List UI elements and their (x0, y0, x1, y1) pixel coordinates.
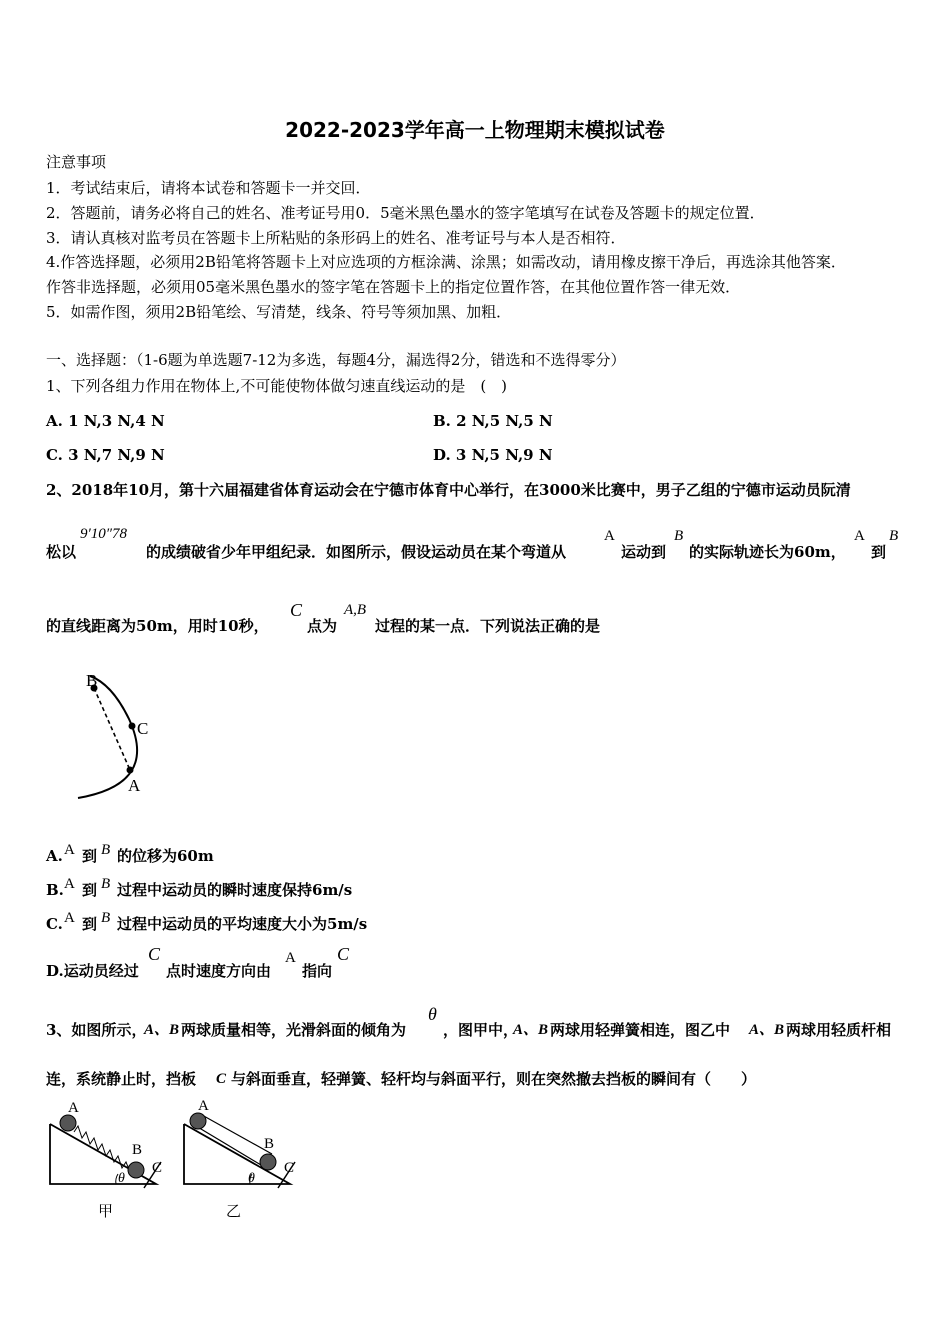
q1-option-c: C. 3 N,7 N,9 N (46, 446, 165, 464)
q3-figure-jia (46, 1096, 166, 1222)
q2-line-2e: 到 (871, 543, 887, 561)
q2-line-2b: 的成绩破省少年甲组纪录．如图所示，假设运动员在某个弯道从 (146, 543, 567, 561)
yi-label-b: B (264, 1136, 275, 1152)
q3-ab-1: A、B (144, 1022, 180, 1038)
notice-item-1: 1．考试结束后，请将本试卷和答题卡一并交回． (46, 179, 371, 197)
q2-point-a-2: A (854, 528, 865, 544)
q2-curve-figure (44, 664, 164, 804)
q3-line-1b: 两球质量相等，光滑斜面的倾角为 (181, 1021, 407, 1039)
q2-option-b-to: 到 (82, 881, 98, 899)
q2-line-2a: 松以 (46, 543, 77, 561)
fig-label-a: A (128, 776, 141, 795)
q3-line-1c: ，图甲中， (443, 1021, 519, 1039)
q2-line-2d: 的实际轨迹长为60m， (689, 543, 846, 561)
q2-option-a-B: B (101, 842, 111, 858)
yi-label-theta: θ (248, 1171, 255, 1186)
yi-label-c: C (284, 1160, 295, 1176)
notice-item-3: 3．请认真核对监考员在答题卡上所粘贴的条形码上的姓名、准考证号与本人是否相符． (46, 229, 626, 247)
notice-heading: 注意事项 (46, 153, 107, 171)
q3-line-1e: 两球用轻质杆相 (786, 1021, 892, 1039)
q1-option-a: A. 1 N,3 N,4 N (46, 412, 165, 430)
jia-label-b: B (132, 1142, 143, 1158)
jia-label-theta: θ (118, 1171, 125, 1186)
point-a-dot (127, 767, 134, 774)
q2-option-b-prefix: B. (46, 881, 64, 899)
point-c-dot (129, 723, 136, 730)
fig-label-c: C (137, 719, 149, 738)
ball-a-jia (60, 1115, 76, 1131)
q2-option-d-C: C (148, 944, 161, 964)
fig-label-b: B (86, 671, 98, 690)
caption-jia: 甲 (98, 1204, 114, 1220)
notice-item-5: 5．如需作图，须用2B铅笔绘、写清楚，线条、符号等须加黑、加粗． (46, 303, 512, 321)
q2-line-3c: 过程的某一点．下列说法正确的是 (375, 617, 601, 635)
q1-option-d: D. 3 N,5 N,9 N (433, 446, 553, 464)
q2-option-a-prefix: A. (46, 847, 63, 865)
notice-item-4-cont: 作答非选择题，必须用05毫米黑色墨水的签字笔在答题卡上的指定位置作答，在其他位置作答一律无效． (46, 278, 741, 296)
page-title: 2022-2023学年高一上物理期末模拟试卷 (285, 118, 665, 142)
q3-ab-3: A、B (749, 1022, 785, 1038)
q3-ab-2: A、B (513, 1022, 549, 1038)
q2-option-d-C2: C (337, 944, 350, 964)
rod-bottom (196, 1126, 266, 1168)
q2-option-d-mid: 点时速度方向由 (166, 962, 272, 980)
q3-line-1a: 3、如图所示， (46, 1021, 147, 1039)
q2-option-a-text: 的位移为60m (117, 847, 214, 865)
chord-line (94, 688, 130, 770)
q2-points-ab: A,B (344, 602, 367, 618)
q1-stem: 1、下列各组力作用在物体上,不可能使物体做匀速直线运动的是 ( ) (46, 377, 508, 395)
q2-option-d-prefix: D.运动员经过 (46, 962, 139, 980)
q2-option-b-text: 过程中运动员的瞬时速度保持6m/s (117, 881, 353, 899)
q3-line-2b: 与斜面垂直，轻弹簧、轻杆均与斜面平行，则在突然撤去挡板的瞬间有（ ） (231, 1070, 757, 1088)
q1-option-b: B. 2 N,5 N,5 N (433, 412, 553, 430)
jia-label-c: C (152, 1160, 163, 1176)
q3-plate-c: C (216, 1071, 227, 1087)
q2-option-c-text: 过程中运动员的平均速度大小为5m/s (117, 915, 368, 933)
q2-option-c-B: B (101, 910, 111, 926)
yi-label-a: A (198, 1098, 209, 1114)
q2-option-c-to: 到 (82, 915, 98, 933)
q2-option-c-A: A (64, 910, 75, 926)
q2-line-2c: 运动到 (621, 543, 667, 561)
section-heading: 一、选择题：（1-6题为单选题7-12为多选，每题4分，漏选得2分，错选和不选得零分） (46, 351, 626, 369)
q2-point-c: C (290, 600, 303, 620)
q2-line-1: 2、2018年10月，第十六届福建省体育运动会在宁德市体育中心举行，在3000米比赛中，男子乙组的宁德市运动员阮清 (46, 481, 851, 499)
notice-item-2: 2．答题前，请务必将自己的姓名、准考证号用0．5毫米黑色墨水的签字笔填写在试卷及答题卡的规定位置． (46, 204, 765, 222)
ball-b-yi (260, 1154, 276, 1170)
q2-time: 9′10″78 (80, 526, 128, 542)
ball-a-yi (190, 1113, 206, 1129)
q2-point-a: A (604, 528, 615, 544)
notice-item-4: 4.作答选择题，必须用2B铅笔将答题卡上对应选项的方框涂满、涂黑；如需改动，请用橡皮擦干净后，再选涂其他答案． (46, 253, 846, 271)
q3-line-1d: 两球用轻弹簧相连，图乙中 (550, 1021, 731, 1039)
q2-point-b: B (674, 528, 684, 544)
q2-option-c-prefix: C. (46, 915, 63, 933)
q2-option-b-A: A (64, 876, 75, 892)
q3-figure-yi (180, 1096, 300, 1222)
q3-theta: θ (428, 1004, 437, 1024)
caption-yi: 乙 (226, 1204, 242, 1220)
q2-line-3a: 的直线距离为50m，用时10秒， (46, 617, 269, 635)
q3-line-2a: 连，系统静止时，挡板 (46, 1070, 197, 1088)
incline-yi (184, 1124, 290, 1184)
q2-point-b-2: B (889, 528, 899, 544)
ball-b-jia (128, 1162, 144, 1178)
jia-label-a: A (68, 1100, 79, 1116)
q2-option-d-A: A (285, 950, 296, 966)
q2-option-a-A: A (64, 842, 75, 858)
q2-line-3b: 点为 (307, 617, 338, 635)
rod-top (202, 1115, 275, 1154)
q2-option-a-to: 到 (82, 847, 98, 865)
q2-option-d-to: 指向 (302, 962, 333, 980)
q2-option-b-B: B (101, 876, 111, 892)
